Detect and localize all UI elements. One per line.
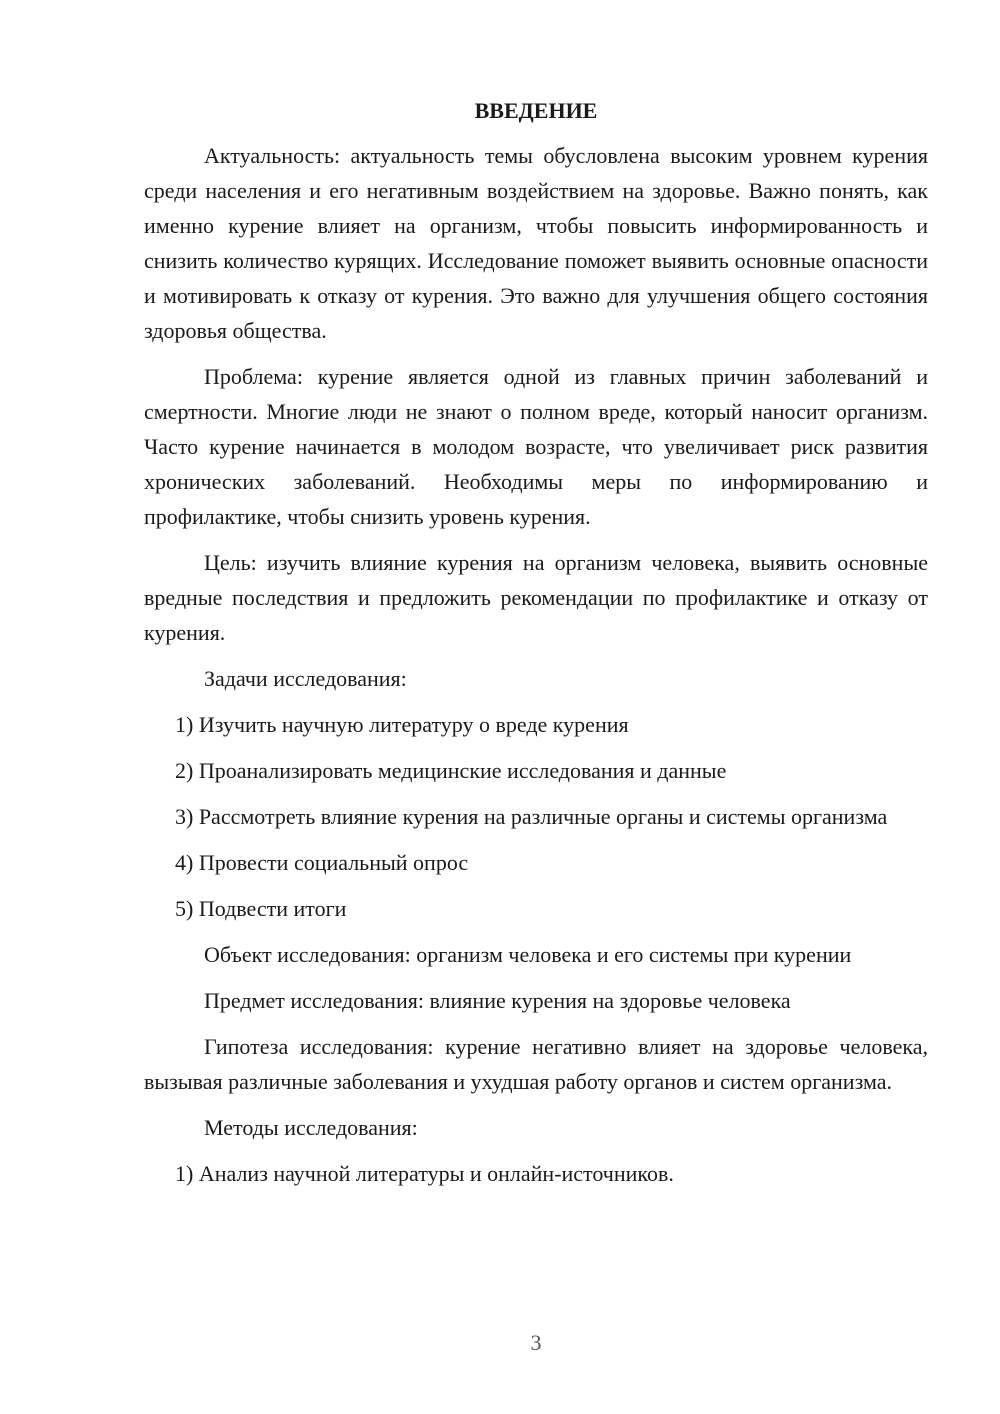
task-item-5: 5) Подвести итоги [175,896,347,921]
document-page [144,96,928,1202]
methods-heading: Методы исследования: [204,1115,418,1140]
method-item-1: 1) Анализ научной литературы и онлайн-источников. [175,1161,674,1186]
task-item-4: 4) Провести социальный опрос [175,850,469,875]
task-item-3: 3) Рассмотреть влияние курения на различные органы и системы организма [175,804,888,829]
problem-paragraph: Проблема: курение является одной из главных причин заболеваний и смертности. Многие люди не знают о полном вреде, который наносит организм. Часто курение начинается в молодом возрасте, что увеличивает риск развития хронических заболеваний. Необходимы меры по информированию и профилактике, чтобы снизить уровень курения. [144,364,928,529]
goal-paragraph: Цель: изучить влияние курения на организм человека, выявить основные вредные последствия и предложить рекомендации по профилактике и отказу от курения. [144,550,928,645]
task-item-1: 1) Изучить научную литературу о вреде курения [175,712,629,737]
tasks-heading: Задачи исследования: [204,666,407,691]
relevance-paragraph: Актуальность: актуальность темы обусловлена высоким уровнем курения среди населения и его негативным воздействием на здоровье. Важно понять, как именно курение влияет на организм, чтобы повысить информированность и снизить количество курящих. Исследование поможет выявить основные опасности и мотивировать к отказу от курения. Это важно для улучшения общего состояния здоровья общества. [144,143,928,343]
task-item-2: 2) Проанализировать медицинские исследования и данные [175,758,727,783]
hypothesis-paragraph: Гипотеза исследования: курение негативно влияет на здоровье человека, вызывая различные заболевания и ухудшая работу органов и систем организма. [144,1034,928,1094]
document-title: ВВЕДЕНИЕ [474,98,598,123]
object-paragraph: Объект исследования: организм человека и его системы при курении [204,942,852,967]
subject-paragraph: Предмет исследования: влияние курения на здоровье человека [204,988,791,1013]
page-number: 3 [530,1330,542,1355]
